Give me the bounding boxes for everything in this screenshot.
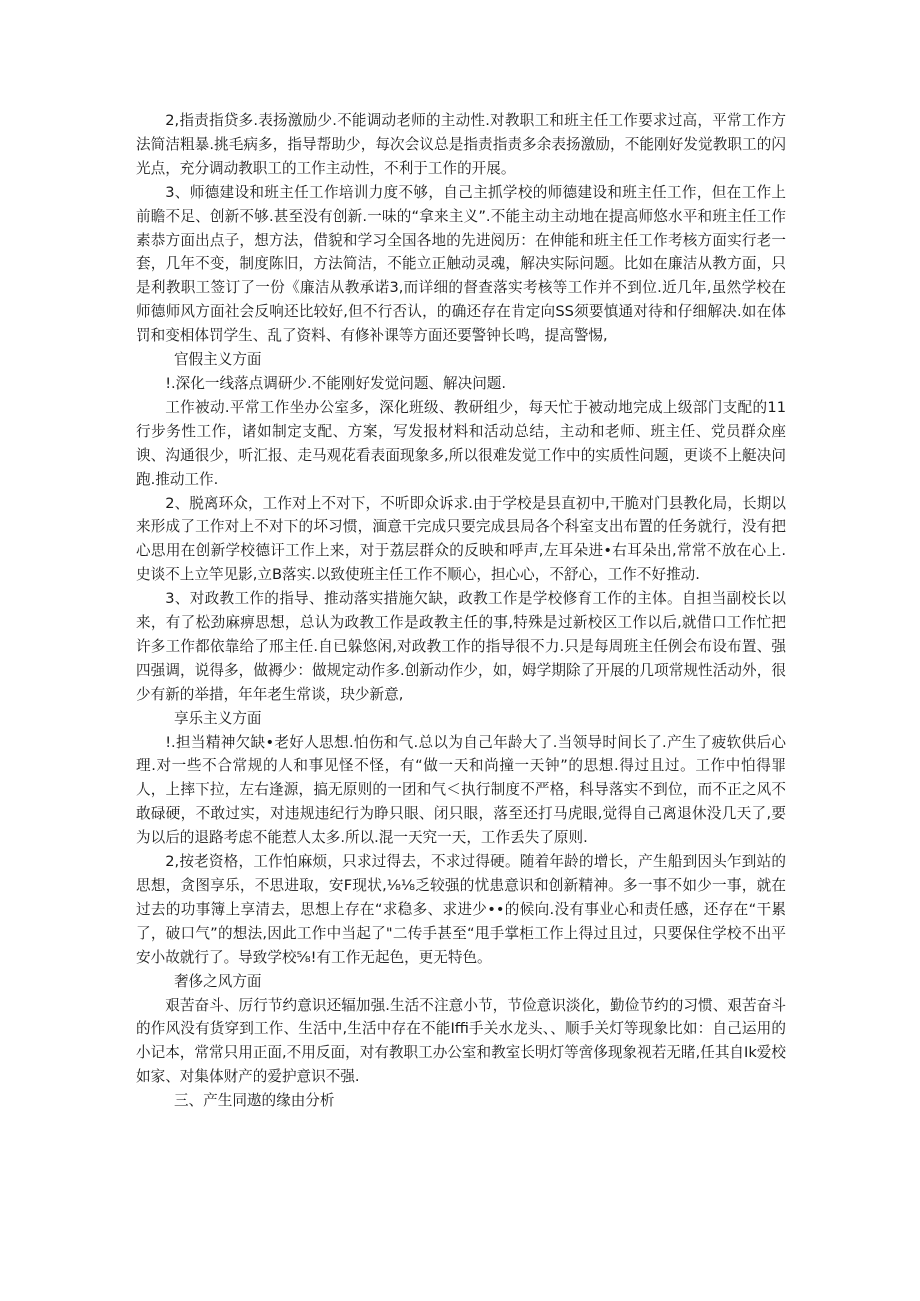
paragraph-frontline-research: !.深化一线落点调研少.不能刚好发觉问题、解决问题. xyxy=(165,374,507,392)
paragraph-seniority-complacency: 2,按老资格，工作怕麻烦，只求过得去，不求过得硬。随着年龄的增长，产生船到因头乍到站的思想，贪图享乐，不思进取，安F现状,⅛⅛乏较强的忧患意识和创新精神。多一事不如少一事，就在过去的功事簿上享清去，思想上存在“求稳多、求进少••的候向.没有事业心和责任感，还存在“干累了，破口气”的想法,因此工作中当起了"二传手甚至“甩手掌柜工作上得过且过，只要保住学校不出平安小故就行了。导致学校⅝!有工作无起色，更无特色。 xyxy=(136,853,786,966)
paragraph-detached-from-masses: 2、脱离环众，工作对上不对下，不听即众诉求.由于学校是县直初中,干脆对门县教化局，长期以来形成了工作对上不对下的坏习惯，湎意干完成只要完成县局各个科室支出布置的任务就行，没有把心思用在创新学校德讦工作上来，对于荔层群众的反映和呼声,左耳朵进•右耳朵出,常常不放在心上.史谈不上立竿见影,立B落实.以致使班主任工作不顺心，担心心，不舒心，工作不好推动. xyxy=(136,494,786,584)
paragraph-passive-work: 工作被动.平常工作坐办公室多，深化班级、教研组少，每天忙于被动地完成上级部门支配的11行步务性工作，诸如制定支配、方案，写发报材料和活动总结，主动和老师、班主任、党员群众座谀、沟通很少，听汇报、走马观花看表面现象多,所以很难发觉工作中的实质性问题，更谈不上艇决问跑.推动工作. xyxy=(136,398,786,488)
paragraph-frugality-awareness: 艰苦奋斗、厉行节约意识还辐加强.生活不注意小节，节俭意识淡化，勤俭节约的习惯、艰苦奋斗的作风没有货穿到工作、生活中,生活中存在不能Iffi手关水龙头、、顺手关灯等现象比如：自己运用的小记本，常常只用正面,不用反面，对有教职工办公室和教室长明灯等啻侈现象视若无睹,任其自Ik爱校如家、对集体财产的爱护意识不强. xyxy=(136,996,786,1086)
paragraph-criticism-more-than-praise: 2,指责指贷多.表扬激励少.不能调动老师的主动性.对教职工和班主任工作要求过高，平常工作方法简洁粗暴.挑毛病多，指导帮助少，每次会议总是指责指责多余表扬激励，不能刚好发觉教职工的闪光点，充分调动教职工的工作主动性，不利于工作的开展。 xyxy=(136,112,786,177)
section-heading-bureaucratism: 官假主义方面 xyxy=(173,351,262,369)
paragraph-political-education-guidance: 3、对政教工作的指导、推动落实措施欠缺，政教工作是学校修育工作的主体。自担当副校长以来，有了松劲麻痹思想，总认为政教工作是政教主任的事,特殊是过新校区工作以后,就借口工作忙把许多工作都依靠给了邢主任.自已躲悠闲,对政教工作的指导很不力.只是每周班主任例会布设布置、强四强调，说得多，做褥少：做规定动作多.创新动作少，如，姆学期除了开展的几项常规性活动外，很少有新的举措，年年老生常谈，玦少新意, xyxy=(136,590,786,703)
section-heading-cause-analysis: 三、产生同遨的缘由分析 xyxy=(173,1092,335,1110)
paragraph-teacher-ethics-training: 3、师德建设和班主任工作培训力度不够，自己主抓学校的师德建设和班主任工作，但在工作上前瞻不足、创新不够.甚至没有创新.一味的“拿来主义”.不能主动主动地在提高师悠水平和班主任工作素恭方面出点子，想方法，借貌和学习全国各地的先进阅历：在伸能和班主任工作考核方面实行老一套，几年不变，制度陈旧，方法简洁，不能立正触动灵魂，解决实际问题。比如在廉洁从教方面，只是利教职工签订了一份《廉洁从教承诺3,而详细的督查落实考核等工作并不到位.近几年,虽然学校在师德师风方面社会反响还比较好,但不行否认，的确还存在肯定向SS须要慎通对待和仔细解决.如在体罚和变相体罚学生、乱了资料、有修补课等方面还要警钟长鸣，提高警惕, xyxy=(136,183,786,345)
section-heading-extravagance: 奢侈之风方面 xyxy=(173,972,262,990)
paragraph-lack-of-responsibility: !.担当精神欠缺•老好人思想.怕伤和气.总以为自己年龄大了.当领导时间长了.产生了疲软供后心理.对一些不合常规的人和事见怪不怪，有“做一天和尚撞一天钟”的思想.得过且过。工作中怕得罪人，上摔下拉，左右逢源，搞无原则的一团和气＜执行制度不严格，科导落实不到位，而不正之风不敢碌硬，不敢过实，对违规违纪行为睁只眼、闭只眼，落至还打马虎眼,觉得自己离退休没几天了,要为以后的退路考虑不能惹人太多.所以.混一天究一天，工作丢失了原则. xyxy=(136,733,786,847)
section-heading-hedonism: 享乐主义方面 xyxy=(173,709,262,727)
document-page xyxy=(136,109,786,1113)
